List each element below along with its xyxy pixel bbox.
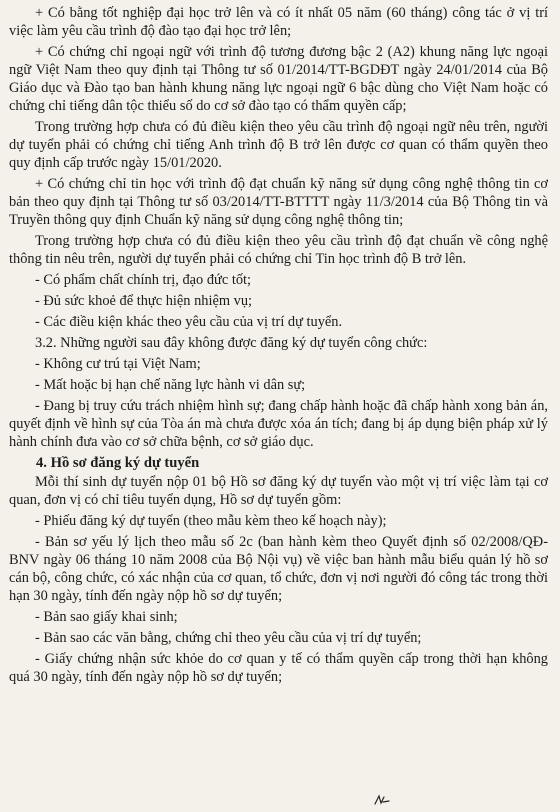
list-item-criminal-status: - Đang bị truy cứu trách nhiệm hình sự; đang chấp hành hoặc đã chấp hành xong bản án, quyết định về hình sự của Tòa án mà chưa được xóa án tích; đang bị áp dụng biện pháp xử lý hành chính đưa vào cơ sở chữa bệnh, cơ sở giáo dục.: [9, 398, 548, 450]
list-item-cv: - Bản sơ yếu lý lịch theo mẫu số 2c (ban hành kèm theo Quyết định số 02/2008/QĐ-BNV ngày 06 tháng 10 năm 2008 của Bộ Nội vụ) về việc ban hành mẫu biểu quản lý hồ sơ cán bộ, công chức, có xác nhận của cơ quan, tổ chức, đơn vị nơi người đó công tác trong thời hạn 30 ngày, tính đến ngày nộp hồ sơ dự tuyển;: [9, 534, 548, 604]
paragraph-dossier-intro: Mỗi thí sinh dự tuyển nộp 01 bộ Hồ sơ đăng ký dự tuyển vào một vị trí việc làm tại cơ quan, đơn vị có chỉ tiêu tuyển dụng, Hồ sơ dự tuyển gồm:: [9, 474, 548, 508]
list-item-health-certificate: - Giấy chứng nhận sức khỏe do cơ quan y tế có thẩm quyền cấp trong thời hạn không quá 30 ngày, tính đến ngày nộp hồ sơ dự tuyển;: [9, 651, 548, 685]
paragraph-it-certificate: + Có chứng chỉ tin học với trình độ đạt chuẩn kỹ năng sử dụng công nghệ thông tin cơ bản theo quy định tại Thông tư số 03/2014/TT-BTTTT ngày 11/3/2014 của Bộ Thông tin và Truyền thông quy định Chuẩn kỹ năng sử dụng công nghệ thông tin;: [9, 176, 548, 228]
list-item-residency: - Không cư trú tại Việt Nam;: [35, 356, 201, 372]
list-item-health: - Đủ sức khoẻ để thực hiện nhiệm vụ;: [35, 293, 253, 309]
paragraph-it-exception: Trong trường hợp chưa có đủ điều kiện theo yêu cầu trình độ đạt chuẩn về công nghệ thông tin nêu trên, người dự tuyển phải có chứng chỉ Tin học trình độ B trở lên.: [9, 233, 548, 267]
list-item-civil-capacity: - Mất hoặc bị hạn chế năng lực hành vi dân sự;: [35, 377, 306, 393]
list-item-registration-form: - Phiếu đăng ký dự tuyển (theo mẫu kèm theo kế hoạch này);: [35, 513, 387, 529]
paragraph-degree-requirement: + Có bằng tốt nghiệp đại học trở lên và có ít nhất 05 năm (60 tháng) công tác ở vị trí việc làm yêu cầu trình độ đào tạo đại học trở lên;: [9, 5, 548, 39]
list-item-other-conditions: - Các điều kiện khác theo yêu cầu của vị trí dự tuyển.: [35, 314, 343, 330]
paragraph-english-exception: Trong trường hợp chưa có đủ điều kiện theo yêu cầu trình độ ngoại ngữ nêu trên, người dự tuyển phải có chứng chỉ tiếng Anh trình độ B trở lên được cơ quan có thẩm quyền theo quy định cấp trước ngày 15/01/2020.: [9, 119, 548, 171]
paragraph-foreign-language-certificate: + Có chứng chỉ ngoại ngữ với trình độ tương đương bậc 2 (A2) khung năng lực ngoại ngữ Việt Nam theo quy định tại Thông tư số 01/2014/TT-BGDĐT ngày 24/01/2014 của Bộ Giáo dục và Đào tạo ban hành khung năng lực ngoại ngữ 6 bậc dùng cho Việt Nam hoặc có chứng chỉ tiếng dân tộc thiểu số do cơ sở đào tạo có thẩm quyền cấp;: [9, 44, 548, 114]
list-item-political-quality: - Có phẩm chất chính trị, đạo đức tốt;: [35, 272, 252, 288]
initials-mark-icon: [374, 793, 390, 807]
section-4-heading: 4. Hồ sơ đăng ký dự tuyển: [36, 455, 200, 471]
list-item-birth-certificate: - Bản sao giấy khai sinh;: [35, 609, 178, 625]
list-item-diplomas: - Bản sao các văn bằng, chứng chỉ theo yêu cầu của vị trí dự tuyển;: [35, 630, 422, 646]
section-3-2-title: 3.2. Những người sau đây không được đăng ký dự tuyển công chức:: [35, 335, 428, 351]
